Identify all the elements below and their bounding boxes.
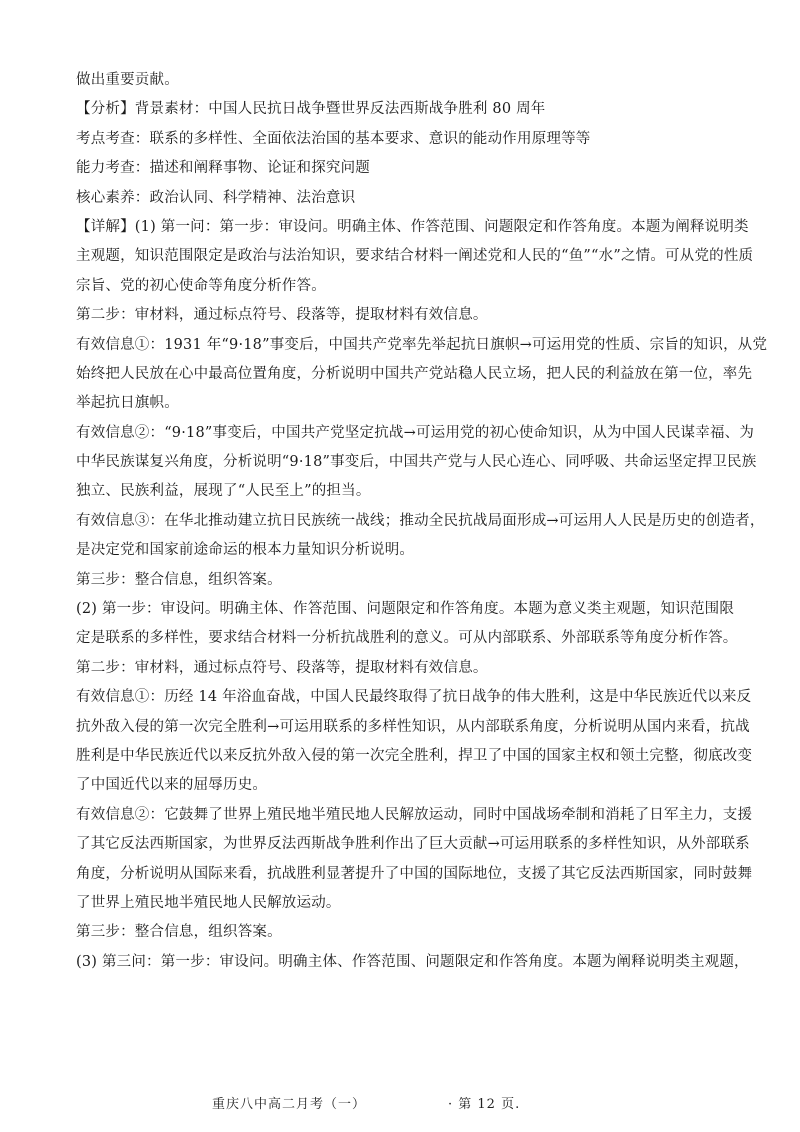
page-footer [0, 1093, 800, 1115]
text-line: 定是联系的多样性，要求结合材料一分析抗战胜利的意义。可从内部联系、外部联系等角度分析作答。 [76, 630, 738, 647]
text-line: 能力考查：描述和阐释事物、论证和探究问题 [76, 160, 370, 177]
text-line: 胜利是中华民族近代以来反抗外敌入侵的第一次完全胜利，捍卫了中国的国家主权和领土完整，彻底改变 [76, 747, 753, 764]
document-body [76, 66, 768, 977]
text-line: 是决定党和国家前途命运的根本力量知识分析说明。 [76, 542, 415, 559]
text-line: 主观题，知识范围限定是政治与法治知识，要求结合材料一阐述党和人民的“鱼”“水”之情。可从党的性质 [76, 248, 754, 265]
text-line: 有效信息①：1931 年“9·18”事变后，中国共产党率先举起抗日旗帜→可运用党的性质、宗旨的知识，从党 [76, 336, 768, 353]
text-line: 举起抗日旗帜。 [76, 395, 179, 412]
text-line: 角度，分析说明从国际来看，抗战胜利显著提升了中国的国际地位，支援了其它反法西斯国家，同时鼓舞 [76, 865, 753, 882]
page-number: · 第 12 页. [448, 1097, 521, 1112]
text-line: 有效信息②：“9·18”事变后，中国共产党坚定抗战→可运用党的初心使命知识，从为中国人民谋幸福、为 [76, 424, 755, 441]
text-line: (2) 第一步：审设问。明确主体、作答范围、问题限定和作答角度。本题为意义类主观题，知识范围限 [76, 601, 735, 618]
text-line: 了世界上殖民地半殖民地人民解放运动。 [76, 894, 341, 911]
text-line: 考点考查：联系的多样性、全面依法治国的基本要求、意识的能动作用原理等等 [76, 130, 591, 147]
text-line: 核心素养：政治认同、科学精神、法治意识 [76, 189, 356, 206]
text-line: 第三步：整合信息，组织答案。 [76, 924, 282, 941]
text-line: 有效信息①：历经 14 年浴血奋战，中国人民最终取得了抗日战争的伟大胜利，这是中华民族近代以来反 [76, 689, 752, 706]
text-line: 独立、民族利益，展现了“人民至上”的担当。 [76, 483, 371, 500]
text-line: 【详解】(1) 第一问：第一步：审设问。明确主体、作答范围、问题限定和作答角度。本题为阐释说明类 [76, 218, 749, 235]
text-line: 第二步：审材料，通过标点符号、段落等，提取材料有效信息。 [76, 659, 488, 676]
text-line: (3) 第三问：第一步：审设问。明确主体、作答范围、问题限定和作答角度。本题为阐释说明类主观题， [76, 953, 749, 970]
text-line: 【分析】背景素材：中国人民抗日战争暨世界反法西斯战争胜利 80 周年 [76, 101, 546, 118]
text-line: 有效信息③：在华北推动建立抗日民族统一战线；推动全民抗战局面形成→可运用人人民是历史的创造者， [76, 512, 765, 529]
text-line: 抗外敌入侵的第一次完全胜利→可运用联系的多样性知识，从内部联系角度，分析说明从国内来看，抗战 [76, 718, 750, 735]
exam-name: 重庆八中高二月考（一） [212, 1097, 367, 1112]
text-line: 有效信息②：它鼓舞了世界上殖民地半殖民地人民解放运动，同时中国战场牵制和消耗了日军主力，支援 [76, 806, 753, 823]
text-line: 了中国近代以来的屈辱历史。 [76, 777, 268, 794]
text-line: 始终把人民放在心中最高位置角度，分析说明中国共产党站稳人民立场，把人民的利益放在第一位，率先 [76, 365, 753, 382]
text-line: 做出重要贡献。 [76, 72, 179, 88]
text-line: 第三步：整合信息，组织答案。 [76, 571, 282, 588]
text-line: 宗旨、党的初心使命等角度分析作答。 [76, 277, 326, 294]
text-line: 中华民族谋复兴角度，分析说明“9·18”事变后，中国共产党与人民心连心、同呼吸、共命运坚定捍卫民族 [76, 454, 757, 471]
text-line: 了其它反法西斯国家，为世界反法西斯战争胜利作出了巨大贡献→可运用联系的多样性知识，从外部联系 [76, 836, 750, 853]
text-line: 第二步：审材料，通过标点符号、段落等，提取材料有效信息。 [76, 307, 488, 324]
